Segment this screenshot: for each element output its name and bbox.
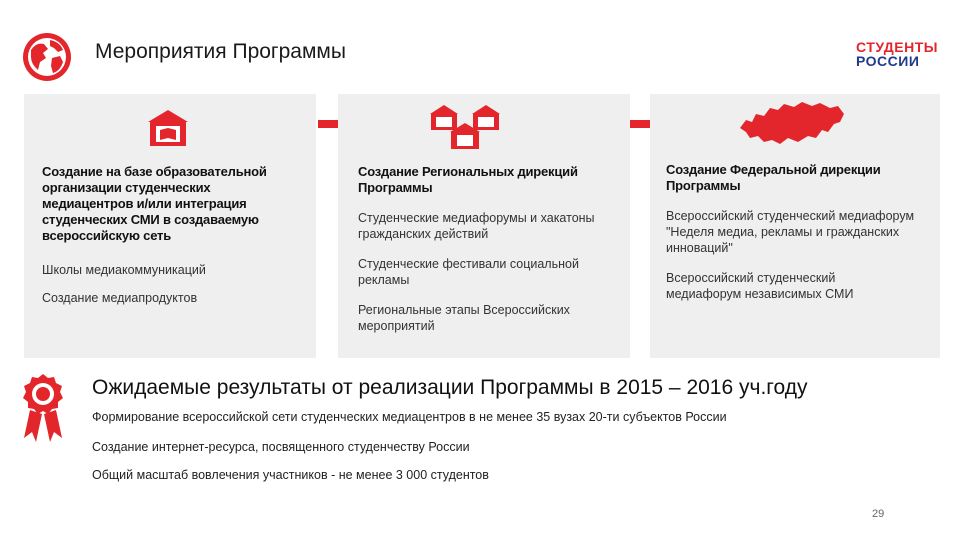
panel-item: Региональные этапы Всероссийских мероприятий [358,303,570,333]
page-number: 29 [872,508,885,520]
panel-item: Школы медиакоммуникаций [42,263,206,277]
logo-line1: СТУДЕНТЫ [856,39,938,55]
buildings-group-icon [428,102,502,150]
logo [856,40,946,74]
results-title: Ожидаемые результаты от реализации Программы в 2015 – 2016 уч.году [92,376,808,399]
building-icon [146,108,190,148]
panel-media-centers [24,94,316,358]
result-item: Общий масштаб вовлечения участников - не менее 3 000 студентов [92,468,489,482]
page-title: Мероприятия Программы [95,40,346,63]
russia-map-icon [738,98,846,150]
panel-heading: Создание Федеральной дирекции Программы [666,162,881,193]
panel-federal-directorate [650,94,940,358]
panel-item: Всероссийский студенческий медиафорум "Неделя медиа, рекламы и гражданских инноваций" [666,209,915,255]
panel-item: Студенческие фестивали социальной рекламы [358,257,579,287]
panel-item: Создание медиапродуктов [42,291,198,305]
panel-item: Студенческие медиафорумы и хакатоны гражданских действий [358,211,595,241]
award-ribbon-icon [20,372,66,448]
result-item: Формирование всероссийской сети студенческих медиацентров в не менее 35 вузах 20-ти субъектов России [92,410,727,424]
logo-line2: РОССИИ [856,53,920,69]
panel-item: Всероссийский студенческий медиафорум независимых СМИ [666,271,854,301]
panel-heading: Создание на базе образовательной организации студенческих медиацентров и/или интеграция студенческих СМИ в создаваемую всероссийскую сеть [42,164,267,243]
panel-heading: Создание Региональных дирекций Программы [358,164,578,195]
result-item: Создание интернет-ресурса, посвященного студенчеству России [92,440,470,454]
panel-regional-directorates [338,94,630,358]
globe-icon [22,32,72,82]
